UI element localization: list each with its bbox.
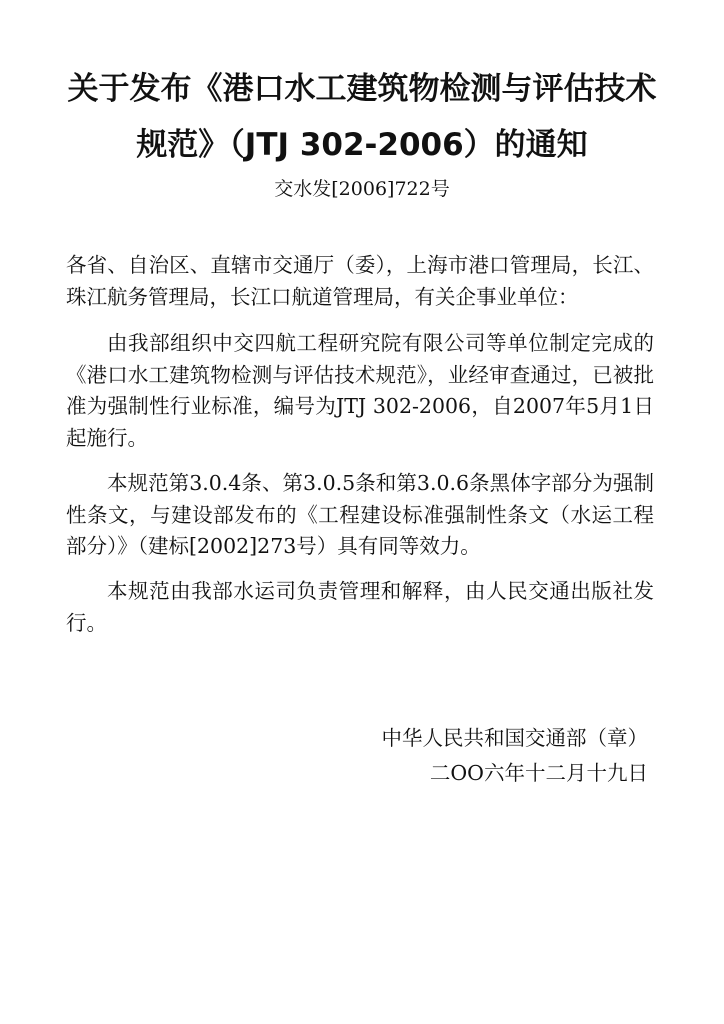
body-paragraph-2: 本规范第3.0.4条、第3.0.5条和第3.0.6条黑体字部分为强制性条文，与建设部发布的《工程建设标准强制性条文（水运工程部分）》（建标[2002]273号）具有同等效力。 [66, 471, 654, 558]
notice-title-line-1: 关于发布《港口水工建筑物检测与评估技术 [67, 71, 657, 107]
recipients-paragraph: 各省、自治区、直辖市交通厅（委），上海市港口管理局，长江、珠江航务管理局，长江口航道管理局，有关企事业单位： [66, 253, 654, 309]
notice-title-line-2: 规范》（JTJ 302-2006）的通知 [136, 127, 588, 163]
signature-organization: 中华人民共和国交通部（章） [381, 726, 648, 750]
body-paragraph-1: 由我部组织中交四航工程研究院有限公司等单位制定完成的《港口水工建筑物检测与评估技术规范》，业经审查通过，已被批准为强制性行业标准，编号为JTJ 302-2006，自2007年5月1日起施行。 [66, 331, 654, 450]
document-number: 交水发[2006]722号 [274, 178, 450, 200]
signature-date: 二OO六年十二月十九日 [429, 761, 648, 785]
body-paragraph-3: 本规范由我部水运司负责管理和解释，由人民交通出版社发行。 [66, 579, 654, 635]
